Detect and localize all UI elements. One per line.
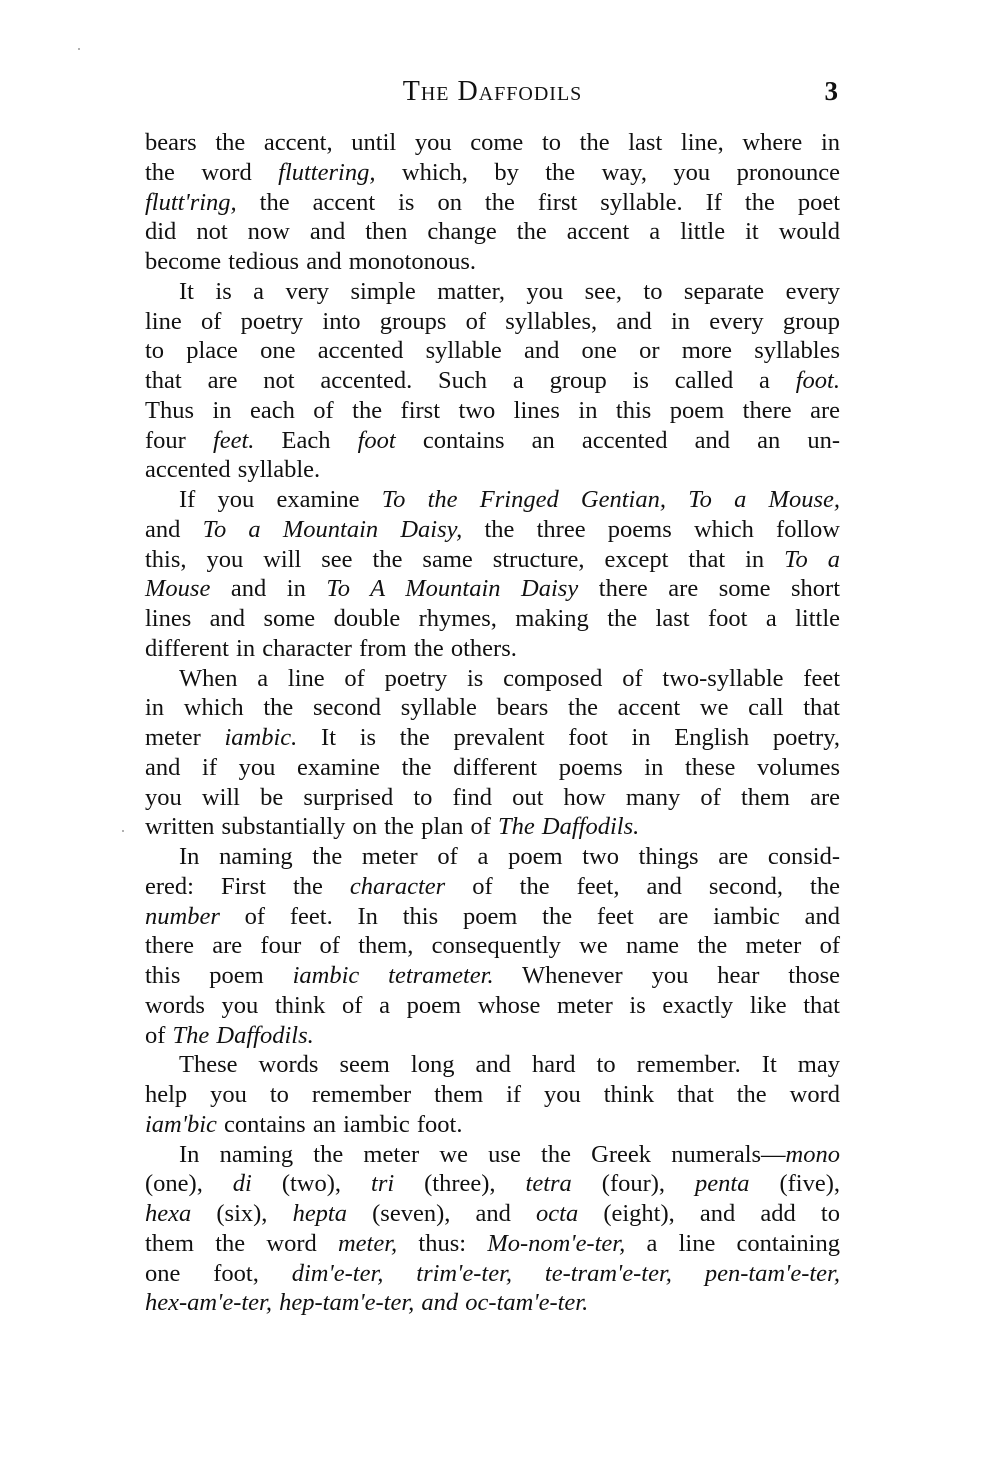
- italic-text: tetra: [525, 1170, 572, 1198]
- text-line: [145, 604, 840, 634]
- text-segment: the three poems which follow: [462, 515, 840, 543]
- text-line: [145, 485, 840, 515]
- text-segment: (one),: [145, 1170, 233, 1198]
- text-line: [145, 515, 840, 545]
- text-segment: In naming the meter of a poem two things are consid-: [179, 843, 840, 870]
- text-segment: Each: [254, 426, 358, 454]
- text-segment: (eight), and add to: [578, 1200, 840, 1227]
- text-segment: four: [145, 426, 213, 454]
- italic-text: iambic tetrameter.: [292, 962, 494, 989]
- text-segment: a line containing: [625, 1229, 840, 1257]
- text-segment: this, you will see the same structure, except that in: [145, 545, 785, 573]
- text-line: [145, 693, 840, 723]
- text-line: [145, 1199, 840, 1229]
- text-segment: thus:: [397, 1229, 488, 1257]
- text-line: [145, 872, 840, 902]
- italic-text: character: [349, 872, 446, 900]
- text-segment: ered: First the: [145, 872, 350, 900]
- text-line: [145, 783, 840, 813]
- italic-text: iambic.: [224, 724, 298, 751]
- text-segment: of the feet, and second, the: [445, 872, 840, 900]
- text-segment: did not now and then change the accent a little it would: [145, 218, 840, 246]
- text-line: [145, 1021, 840, 1051]
- text-segment: there are four of them, consequently we name the meter of: [145, 932, 840, 960]
- italic-text: Mo-nom'e-ter,: [487, 1229, 626, 1257]
- text-segment: become tedious and monotonous.: [145, 248, 476, 275]
- text-segment: It is the prevalent foot in English poetry,: [297, 724, 840, 751]
- text-segment: and: [145, 515, 203, 543]
- text-segment: (seven), and: [347, 1200, 537, 1227]
- text-segment: (five),: [749, 1170, 840, 1198]
- text-segment: which, by the way, you pronounce: [375, 158, 840, 186]
- text-line: [145, 664, 840, 694]
- text-segment: Thus in each of the first two lines in this poem there are: [145, 396, 840, 424]
- italic-text: flutt'ring,: [145, 188, 237, 216]
- text-segment: written substantially on the plan of: [145, 813, 499, 841]
- text-line: [145, 188, 840, 218]
- text-segment: you will be surprised to find out how many of them are: [145, 783, 840, 811]
- text-segment: of feet. In this poem the feet are iambic and: [219, 902, 840, 930]
- text-line: [145, 1080, 840, 1110]
- text-segment: of: [145, 1021, 173, 1049]
- italic-text: feet.: [212, 426, 255, 454]
- italic-text: To a Mountain Daisy,: [202, 515, 463, 543]
- text-line: [145, 1288, 840, 1318]
- text-line: [145, 1110, 840, 1140]
- italic-text: The Daffodils.: [172, 1021, 314, 1049]
- text-line: [145, 128, 840, 158]
- text-segment: that are not accented. Such a group is called a: [145, 367, 796, 394]
- text-segment: In naming the meter we use the Greek numerals—: [179, 1140, 786, 1168]
- text-segment: contains an accented and an un-: [395, 426, 841, 454]
- italic-text: foot.: [795, 367, 840, 394]
- text-segment: and if you examine the different poems in these volumes: [145, 753, 840, 781]
- italic-text: The Daffodils.: [498, 813, 640, 841]
- text-line: [145, 158, 840, 188]
- text-segment: These words seem long and hard to remember. It may: [179, 1051, 840, 1079]
- text-segment: there are some short: [578, 575, 841, 603]
- text-line: [145, 247, 840, 277]
- text-segment: Whenever you hear those: [493, 962, 840, 989]
- text-line: [145, 217, 840, 247]
- text-segment: (three),: [394, 1170, 526, 1198]
- text-line: [145, 426, 840, 456]
- scan-speck: [122, 830, 124, 832]
- page-header: [145, 76, 840, 112]
- text-line: [145, 961, 840, 991]
- text-segment: one foot,: [145, 1259, 292, 1287]
- text-segment: It is a very simple matter, you see, to separate every: [179, 277, 840, 305]
- italic-text: octa: [536, 1200, 579, 1227]
- text-segment: lines and some double rhymes, making the last foot a little: [145, 605, 840, 632]
- text-segment: When a line of poetry is composed of two-syllable feet: [179, 664, 840, 692]
- text-line: [145, 842, 840, 872]
- text-segment: the accent is on the first syllable. If the poet: [236, 188, 840, 216]
- body-text: [145, 128, 840, 1318]
- text-segment: accented syllable.: [145, 456, 321, 484]
- text-line: [145, 902, 840, 932]
- text-line: [145, 1050, 840, 1080]
- text-segment: (six),: [191, 1200, 293, 1227]
- text-line: [145, 574, 840, 604]
- text-segment: this poem: [145, 962, 293, 989]
- running-title: The Daffodils: [402, 76, 583, 107]
- text-segment: If you examine: [179, 486, 382, 513]
- italic-text: foot: [357, 426, 396, 454]
- text-segment: (four),: [571, 1170, 696, 1198]
- text-line: [145, 723, 840, 753]
- text-line: [145, 277, 840, 307]
- text-line: [145, 812, 840, 842]
- italic-text: Mouse: [145, 575, 211, 603]
- text-line: [145, 396, 840, 426]
- text-segment: different in character from the others.: [145, 634, 517, 662]
- italic-text: iam'bic: [145, 1110, 217, 1138]
- text-line: [145, 634, 840, 664]
- text-line: [145, 1169, 840, 1199]
- italic-text: hexa: [145, 1200, 192, 1227]
- italic-text: To A Mountain Daisy: [326, 575, 579, 603]
- text-segment: line of poetry into groups of syllables, and in every group: [145, 307, 840, 335]
- italic-text: di: [232, 1170, 252, 1198]
- italic-text: To the Fringed Gentian, To a Mouse,: [381, 486, 840, 513]
- text-line: [145, 307, 840, 337]
- italic-text: hepta: [292, 1200, 347, 1227]
- italic-text: tri: [371, 1170, 395, 1198]
- text-line: [145, 1259, 840, 1289]
- text-line: [145, 455, 840, 485]
- italic-text: meter,: [337, 1229, 398, 1257]
- text-line: [145, 336, 840, 366]
- text-segment: help you to remember them if you think that the word: [145, 1081, 840, 1108]
- text-segment: and in: [210, 575, 327, 603]
- italic-text: dim'e-ter, trim'e-ter, te-tram'e-ter, pen-tam'e-ter,: [291, 1259, 841, 1287]
- text-segment: meter: [145, 724, 225, 751]
- text-line: [145, 753, 840, 783]
- italic-text: To a: [784, 545, 840, 573]
- text-segment: (two),: [251, 1170, 372, 1198]
- text-segment: in which the second syllable bears the accent we call that: [145, 694, 840, 722]
- page-number: 3: [824, 76, 838, 106]
- italic-text: hex-am'e-ter, hep-tam'e-ter, and oc-tam'e-ter.: [145, 1289, 589, 1317]
- text-line: [145, 991, 840, 1021]
- italic-text: penta: [695, 1170, 750, 1198]
- text-line: [145, 545, 840, 575]
- text-segment: words you think of a poem whose meter is exactly like that: [145, 991, 840, 1019]
- text-segment: to place one accented syllable and one or more syllables: [145, 337, 840, 365]
- italic-text: mono: [785, 1140, 840, 1168]
- text-segment: bears the accent, until you come to the last line, where in: [145, 129, 840, 156]
- text-segment: them the word: [145, 1229, 338, 1257]
- text-line: [145, 366, 840, 396]
- scan-speck: [78, 48, 80, 50]
- text-line: [145, 931, 840, 961]
- italic-text: fluttering,: [278, 158, 376, 186]
- text-segment: the word: [145, 158, 279, 186]
- text-segment: contains an iambic foot.: [216, 1110, 463, 1138]
- text-line: [145, 1229, 840, 1259]
- italic-text: number: [145, 902, 220, 930]
- text-line: [145, 1140, 840, 1170]
